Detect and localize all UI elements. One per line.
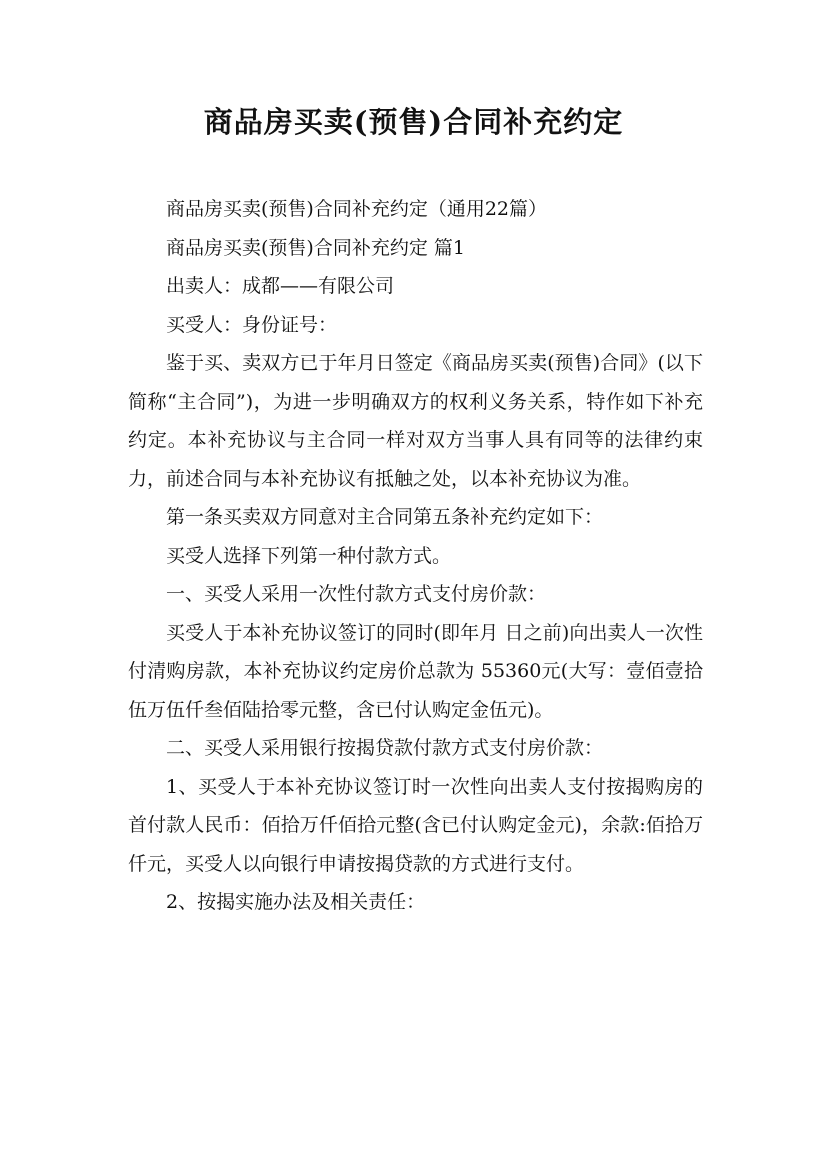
document-title: 商品房买卖(预售)合同补充约定: [203, 105, 624, 139]
paragraph-mortgage-heading: 二、买受人采用银行按揭贷款付款方式支付房价款：: [166, 737, 604, 759]
paragraph-preamble: 鉴于买、卖双方已于年月日签定《商品房买卖(预售)合同》(以下简称“主合同”)，为进一步明确双方的权利义务关系，特作如下补充约定。本补充协议与主合同一样对双方当事人具有同等的法律约束力，前述合同与本补充协议有抵触之处，以本补充协议为准。: [128, 352, 703, 490]
paragraph-lump-sum-terms: 买受人于本补充协议签订的同时(即年月 日之前)向出卖人一次性付清购房款，本补充协议约定房价总款为 55360元(大写：壹佰壹拾伍万伍仟叁佰陆拾零元整，含已付认购定金伍元)。: [128, 621, 703, 721]
paragraph-seller: 出卖人：成都——有限公司: [166, 275, 395, 297]
paragraph-article-heading: 商品房买卖(预售)合同补充约定 篇1: [166, 236, 465, 259]
paragraph-mortgage-procedure: 2、按揭实施办法及相关责任：: [166, 891, 426, 913]
paragraph-lump-sum-heading: 一、买受人采用一次性付款方式支付房价款：: [166, 583, 547, 605]
paragraph-mortgage-terms: 1、买受人于本补充协议签订时一次性向出卖人支付按揭购房的首付款人民币：佰拾万仟佰拾元整(含已付认购定金元)，余款:佰拾万仟元，买受人以向银行申请按揭贷款的方式进行支付。: [128, 775, 703, 875]
paragraph-clause-one: 第一条买卖双方同意对主合同第五条补充约定如下：: [166, 506, 604, 528]
document-body: [128, 190, 703, 922]
paragraph-buyer: 买受人：身份证号：: [166, 313, 338, 336]
paragraph-collection-title: 商品房买卖(预售)合同补充约定（通用22篇）: [166, 198, 548, 220]
paragraph-payment-choice: 买受人选择下列第一种付款方式。: [166, 544, 452, 567]
